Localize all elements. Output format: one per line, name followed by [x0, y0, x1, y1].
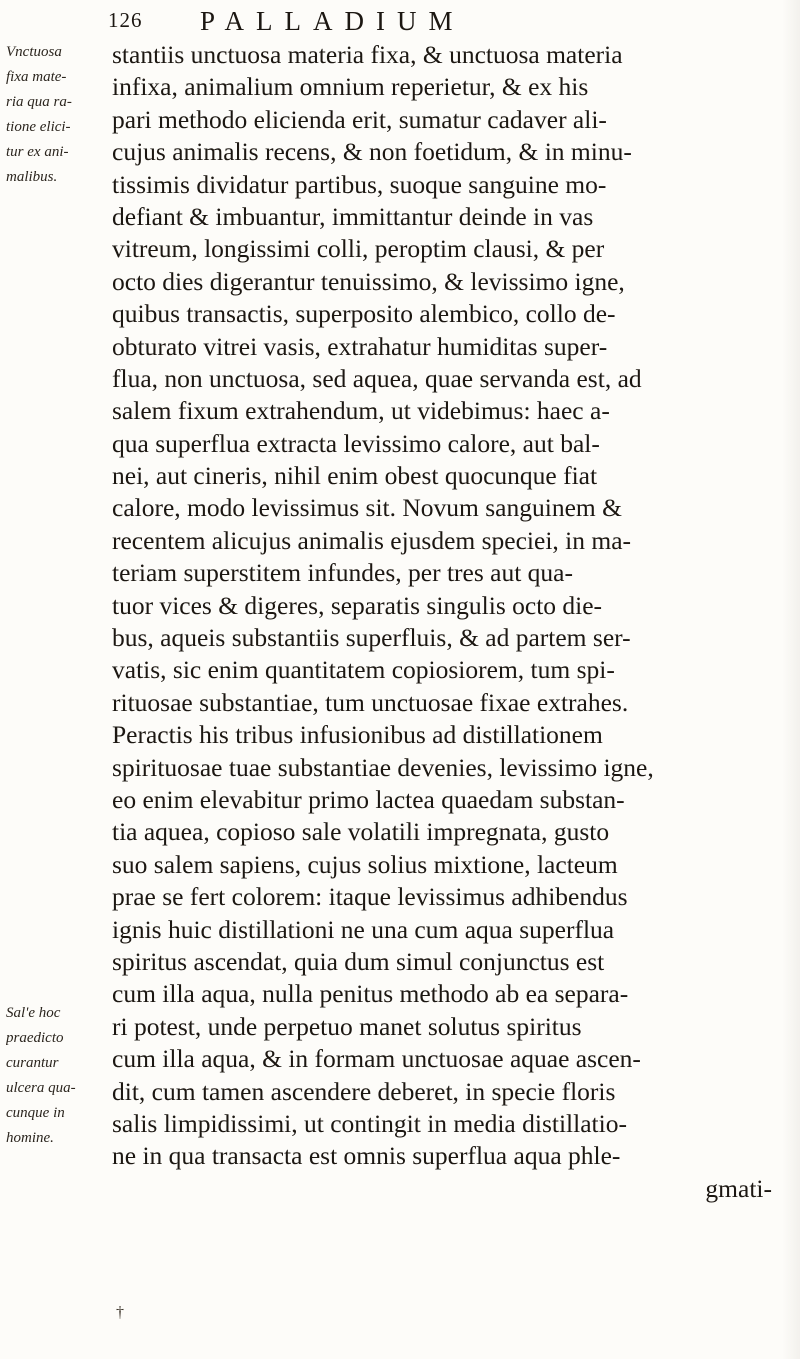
text-line: recentem alicujus animalis ejusdem speciei, in ma- — [112, 525, 632, 555]
text-line: tuor vices & digeres, separatis singulis octo die- — [112, 590, 603, 620]
margin-note-line: curantur — [6, 1055, 59, 1071]
body-text — [112, 39, 792, 1205]
margin-note-line: malibus. — [6, 169, 58, 185]
text-line: infixa, animalium omnium reperietur, & ex his — [112, 72, 589, 102]
margin-note-sal — [6, 1001, 102, 1151]
running-title: PALLADIUM — [200, 6, 465, 36]
text-line: cum illa aqua, nulla penitus methodo ab ea separa- — [112, 979, 629, 1009]
margin-note-line: tur ex ani- — [6, 144, 69, 160]
text-line: Peractis his tribus infusionibus ad distillationem — [112, 720, 603, 750]
margin-note-line: ulcera qua- — [6, 1080, 76, 1096]
text-line: vatis, sic enim quantitatem copiosiorem, tum spi- — [112, 655, 615, 685]
text-line: tissimis dividatur partibus, suoque sanguine mo- — [112, 169, 607, 199]
catchword: gmati- — [705, 1173, 772, 1203]
text-line: vitreum, longissimi colli, peroptim clausi, & per — [112, 234, 605, 264]
margin-note-line: tione elici- — [6, 119, 71, 135]
text-line: pari methodo elicienda erit, sumatur cadaver ali- — [112, 104, 607, 134]
text-line: dit, cum tamen ascendere deberet, in specie floris — [112, 1076, 616, 1106]
text-line: nei, aut cineris, nihil enim obest quocunque fiat — [112, 461, 598, 491]
margin-note-line: homine. — [6, 1130, 54, 1146]
text-line: ne in qua transacta est omnis superflua aqua phle- — [112, 1141, 621, 1171]
text-line: spiritus ascendat, quia dum simul conjunctus est — [112, 946, 605, 976]
text-line: stantiis unctuosa materia fixa, & unctuosa materia — [112, 40, 623, 69]
margin-note-line: cunque in — [6, 1105, 65, 1121]
text-line: qua superflua extracta levissimo calore, aut bal- — [112, 428, 600, 458]
text-line: rituosae substantiae, tum unctuosae fixae extrahes. — [112, 687, 629, 717]
margin-note-unctuosa — [6, 40, 102, 190]
margin-note-line: fixa mate- — [6, 69, 67, 85]
text-line: ignis huic distillationi ne una cum aqua superflua — [112, 914, 615, 944]
text-line: cum illa aqua, & in formam unctuosae aquae ascen- — [112, 1044, 641, 1074]
text-line: obturato vitrei vasis, extrahatur humiditas super- — [112, 331, 608, 361]
running-head — [108, 6, 760, 38]
text-line: salis limpidissimi, ut contingit in media distillatio- — [112, 1108, 627, 1138]
margin-note-line: Sal'e hoc — [6, 1005, 61, 1021]
margin-note-line: Vnctuosa — [6, 44, 62, 60]
text-line: salem fixum extrahendum, ut videbimus: haec a- — [112, 396, 610, 426]
printer-mark: † — [116, 1304, 124, 1321]
text-line: tia aquea, copioso sale volatili impregnata, gusto — [112, 817, 610, 847]
text-line: ri potest, unde perpetuo manet solutus spiritus — [112, 1011, 582, 1041]
margin-note-line: praedicto — [6, 1030, 64, 1046]
text-line: prae se fert colorem: itaque levissimus adhibendus — [112, 882, 628, 912]
text-line: spirituosae tuae substantiae devenies, levissimo igne, — [112, 752, 654, 782]
text-line: octo dies digerantur tenuissimo, & levissimo igne, — [112, 266, 625, 296]
text-line: cujus animalis recens, & non foetidum, & in minu- — [112, 137, 632, 167]
text-line: defiant & imbuantur, immittantur deinde in vas — [112, 201, 594, 231]
text-line: quibus transactis, superposito alembico, collo de- — [112, 299, 616, 329]
text-line: eo enim elevabitur primo lactea quaedam substan- — [112, 784, 625, 814]
text-line: calore, modo levissimus sit. Novum sanguinem & — [112, 493, 622, 523]
text-line: teriam superstitem infundes, per tres aut qua- — [112, 558, 573, 588]
text-line: flua, non unctuosa, sed aquea, quae servanda est, ad — [112, 363, 642, 393]
text-line: suo salem sapiens, cujus solius mixtione, lacteum — [112, 849, 618, 879]
margin-note-line: ria qua ra- — [6, 94, 72, 110]
text-line: bus, aqueis substantiis superfluis, & ad partem ser- — [112, 623, 631, 653]
page-number: 126 — [108, 8, 143, 32]
